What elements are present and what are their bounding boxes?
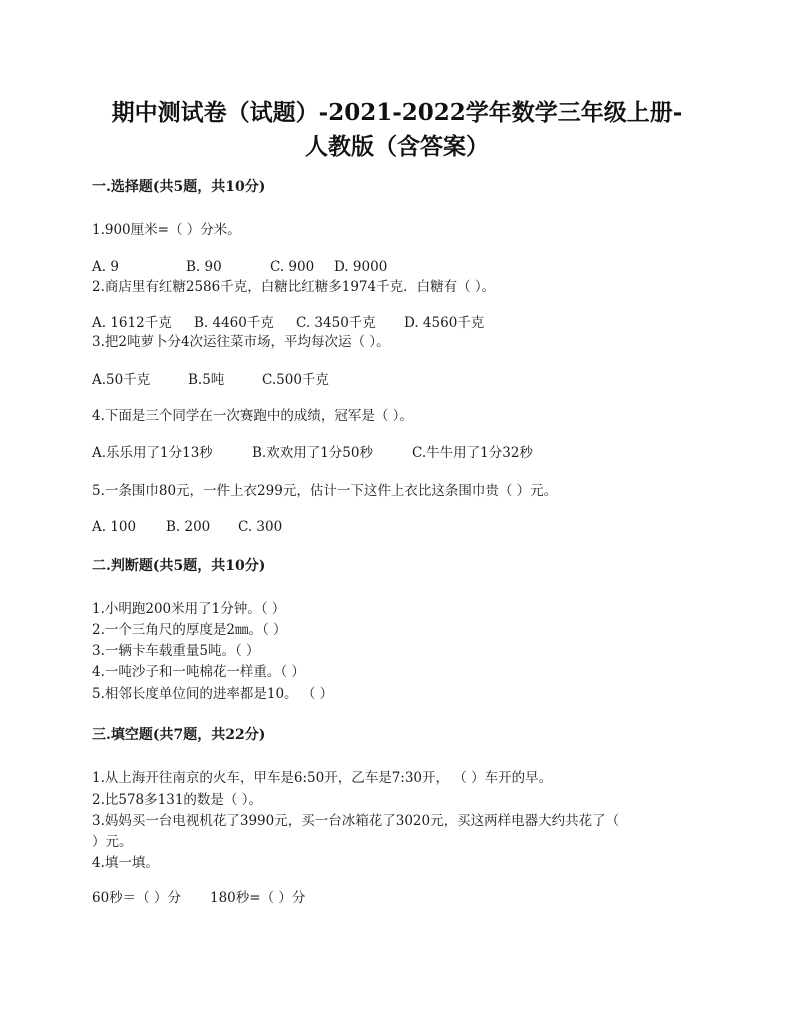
option-a: A.50千克 (92, 372, 151, 388)
blank-seconds-180: 180秒=（ ）分 (210, 890, 306, 906)
fill-item-3-continued: ）元。 (92, 834, 133, 850)
judge-item-1: 1.小明跑200米用了1分钟。（ ） (92, 601, 286, 617)
question-1-options (92, 258, 387, 276)
question-5-stem: 5.一条围巾80元，一件上衣299元，估计一下这件上衣比这条围巾贵（ ）元。 (92, 483, 558, 499)
option-a: A. 9 (92, 259, 119, 275)
question-4-stem: 4.下面是三个同学在一次赛跑中的成绩，冠军是（ ）。 (92, 408, 413, 424)
option-c: C. 3450千克 (296, 315, 376, 331)
option-c: C.500千克 (262, 372, 329, 388)
fill-item-1: 1.从上海开往南京的火车，甲车是6:50开，乙车是7:30开， （ ）车开的早。 (92, 770, 553, 786)
judge-item-5: 5.相邻长度单位间的进率都是10。 （ ） (92, 686, 334, 702)
question-5-options (92, 518, 282, 536)
section-3-heading: 三.填空题(共7题，共22分) (92, 727, 266, 743)
question-3-options (92, 371, 329, 389)
question-1-stem: 1.900厘米=（ ）分米。 (92, 222, 241, 238)
option-d: D. 4560千克 (404, 315, 485, 331)
fill-item-4-blanks (92, 889, 305, 907)
option-d: D. 9000 (334, 259, 388, 275)
option-b: B. 90 (186, 259, 222, 275)
judge-item-2: 2.一个三角尺的厚度是2㎜。（ ） (92, 622, 287, 638)
option-a: A. 1612千克 (92, 315, 172, 331)
option-c: C. 900 (270, 259, 315, 275)
fill-item-4: 4.填一填。 (92, 855, 159, 871)
option-b: B. 4460千克 (194, 315, 274, 331)
judge-item-3: 3.一辆卡车载重量5吨。（ ） (92, 643, 260, 659)
question-3-stem: 3.把2吨萝卜分4次运往菜市场，平均每次运（ ）。 (92, 334, 390, 350)
option-b: B.欢欢用了1分50秒 (252, 445, 373, 461)
blank-seconds-60: 60秒＝（ ）分 (92, 890, 181, 906)
question-2-options (92, 314, 484, 332)
title-line-1: 期中测试卷（试题）-2021-2022学年数学三年级上册- (111, 99, 683, 126)
question-2-stem: 2.商店里有红糖2586千克，白糖比红糖多1974千克．白糖有（ ）。 (92, 279, 496, 295)
section-1-heading: 一.选择题(共5题，共10分) (92, 179, 266, 195)
fill-item-3: 3.妈妈买一台电视机花了3990元，买一台冰箱花了3020元，买这两样电器大约共花了（ (92, 813, 620, 829)
judge-item-4: 4.一吨沙子和一吨棉花一样重。（ ） (92, 664, 305, 680)
option-b: B. 200 (166, 519, 211, 535)
option-b: B.5吨 (188, 372, 225, 388)
option-c: C.牛牛用了1分32秒 (412, 445, 533, 461)
question-4-options (92, 444, 533, 462)
fill-item-2: 2.比578多131的数是（ ）。 (92, 792, 262, 808)
title-line-2: 人教版（含答案） (305, 133, 489, 160)
section-2-heading: 二.判断题(共5题，共10分) (92, 558, 266, 574)
option-a: A. 100 (92, 519, 137, 535)
option-a: A.乐乐用了1分13秒 (92, 445, 213, 461)
option-c: C. 300 (238, 519, 283, 535)
